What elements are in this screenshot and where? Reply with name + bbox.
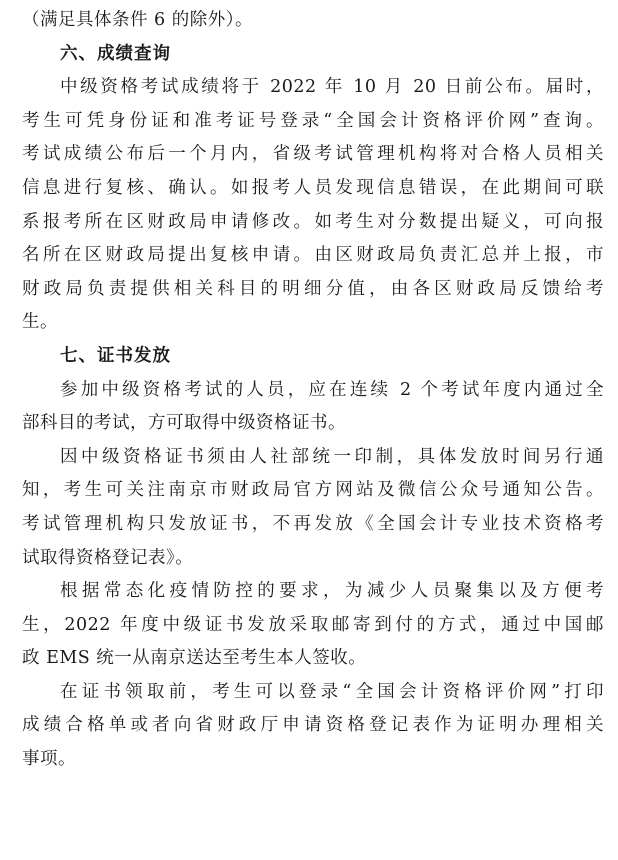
paragraph-line: 生，2022 年度中级证书发放采取邮寄到付的方式，通过中国邮 xyxy=(22,614,604,635)
paragraph-line: 考试管理机构只发放证书，不再发放《全国会计专业技术资格考 xyxy=(22,513,604,534)
paragraph-line: 中级资格考试成绩将于 2022 年 10 月 20 日前公布。届时， xyxy=(60,77,604,98)
paragraph-line: 根据常态化疫情防控的要求，为减少人员聚集以及方便考 xyxy=(60,581,604,602)
paragraph-line: 考生可凭身份证和准考证号登录“全国会计资格评价网”查询。 xyxy=(22,110,604,131)
paragraph-line: 政 EMS 统一从南京送达至考生本人签收。 xyxy=(22,648,367,669)
section-6-heading: 六、成绩查询 xyxy=(60,43,171,64)
paragraph-line: 在证书领取前，考生可以登录“全国会计资格评价网”打印 xyxy=(60,681,604,702)
section-6-paragraph xyxy=(22,71,604,340)
section-7-paragraph-3 xyxy=(22,575,604,676)
paragraph-line: 考试成绩公布后一个月内，省级考试管理机构将对合格人员相关 xyxy=(22,144,604,165)
paragraph-line: 知，考生可关注南京市财政局官方网站及微信公众号通知公告。 xyxy=(22,480,604,501)
paragraph-line: 部科目的考试，方可取得中级资格证书。 xyxy=(22,413,346,434)
paragraph-line: 信息进行复核、确认。如报考人员发现信息错误，在此期间可联 xyxy=(22,177,604,198)
paragraph-line: 参加中级资格考试的人员，应在连续 2 个考试年度内通过全 xyxy=(60,379,604,400)
section-7-paragraph-1 xyxy=(22,374,604,441)
paragraph-line: 系报考所在区财政局申请修改。如考生对分数提出疑义，可向报 xyxy=(22,211,604,232)
paragraph-line: 名所在区财政局提出复核申请。由区财政局负责汇总并上报，市 xyxy=(22,245,604,266)
section-7-heading: 七、证书发放 xyxy=(60,345,171,366)
paragraph-line: 事项。 xyxy=(22,749,76,770)
section-7-paragraph-4 xyxy=(22,676,604,777)
paragraph-line: 因中级资格证书须由人社部统一印制，具体发放时间另行通 xyxy=(60,446,604,467)
intro-tail-text: （满足具体条件 6 的除外）。 xyxy=(22,10,254,30)
paragraph-line: 成绩合格单或者向省财政厅申请资格登记表作为证明办理相关 xyxy=(22,715,604,736)
paragraph-line: 生。 xyxy=(22,312,58,333)
section-7-paragraph-2 xyxy=(22,441,604,575)
paragraph-line: 财政局负责提供相关科目的明细分值，由各区财政局反馈给考 xyxy=(22,278,604,299)
paragraph-line: 试取得资格登记表》。 xyxy=(22,547,194,568)
